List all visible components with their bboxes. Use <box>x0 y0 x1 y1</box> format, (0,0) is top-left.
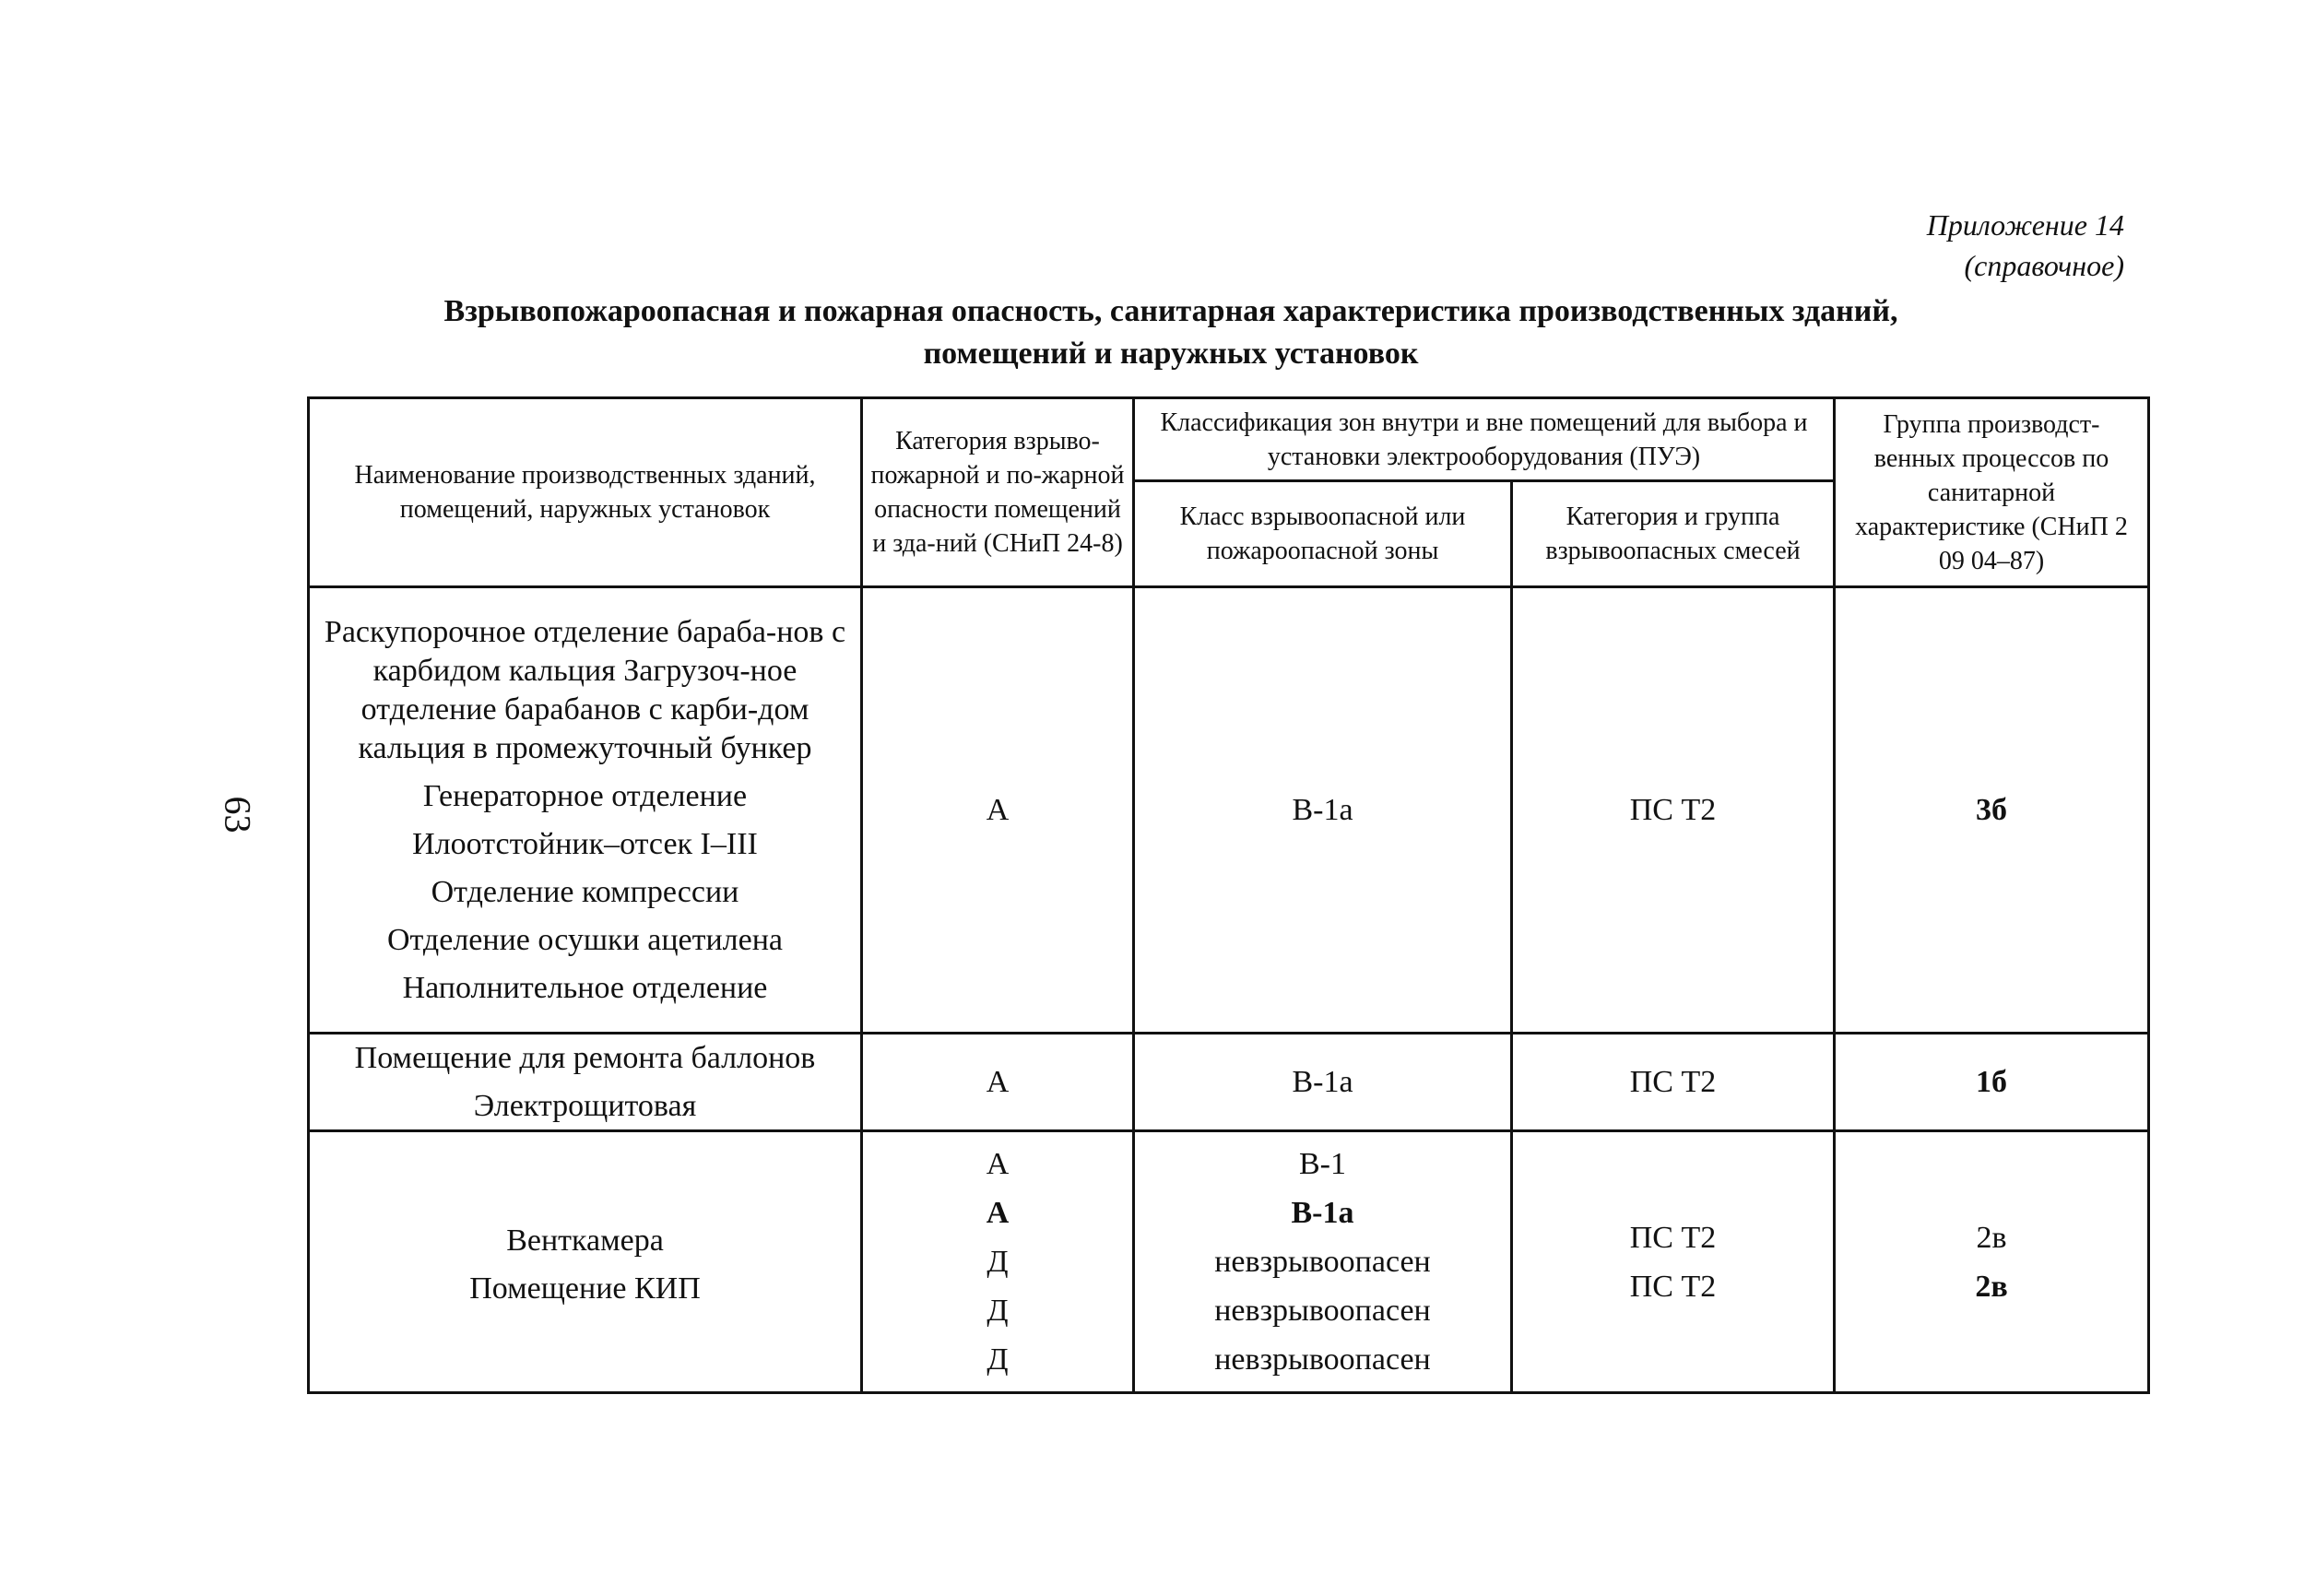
mixture-group-value: ПС Т2 <box>1629 1220 1717 1255</box>
zone-class-cell <box>1134 1131 1512 1393</box>
sanitary-group-cell: 1б <box>1835 1034 2149 1131</box>
list-item: Илоотстойник–отсек I–III <box>412 826 758 861</box>
zone-class-value: В-1а <box>1291 1196 1354 1230</box>
header-name: Наименование производственных зданий, помещений, наружных установок <box>309 398 862 587</box>
sanitary-group-value: 2в <box>1975 1269 2008 1304</box>
list-item: Отделение компрессии <box>431 874 739 909</box>
mixture-group-value: ПС Т2 <box>1629 1269 1717 1304</box>
list-item: Помещение КИП <box>469 1271 701 1306</box>
names-cell <box>309 1131 862 1393</box>
header-sanitary-group: Группа производст-венных процессов по санитарной характеристике (СНиП 2 09 04–87) <box>1835 398 2149 587</box>
sanitary-group-cell: 3б <box>1835 587 2149 1034</box>
mixture-group-cell: ПС Т2 <box>1512 587 1835 1034</box>
zone-class-value: невзрывоопасен <box>1214 1342 1431 1377</box>
category-value: Д <box>987 1342 1009 1377</box>
page-number: 63 <box>217 796 259 833</box>
mixture-group-cell <box>1512 1131 1835 1393</box>
names-cell <box>309 1034 862 1131</box>
table-row <box>309 1131 2149 1393</box>
list-item: Электрощитовая <box>473 1088 697 1123</box>
sanitary-group-value: 2в <box>1976 1220 2007 1255</box>
mixture-group-cell: ПС Т2 <box>1512 1034 1835 1131</box>
table-row <box>309 1034 2149 1131</box>
names-cell <box>309 587 862 1034</box>
appendix-number: Приложение 14 <box>1926 208 2124 242</box>
list-item: Раскупорочное отделение бараба-нов с карбидом кальция Загрузоч-ное отделение барабанов с карби-дом кальция в промежуточный бункер <box>324 614 846 765</box>
document-title <box>304 290 2038 375</box>
appendix-label <box>1927 205 2124 286</box>
title-line-1: Взрывопожароопасная и пожарная опасность, санитарная характеристика производственных зданий, <box>443 294 1898 328</box>
header-mixture-group: Категория и группа взрывоопасных смесей <box>1512 481 1835 587</box>
category-cell: А <box>862 587 1134 1034</box>
header-classification: Классификация зон внутри и вне помещений для выбора и установки электрооборудования (ПУЭ) <box>1134 398 1835 481</box>
classification-table <box>307 396 2150 1394</box>
zone-class-value: В-1 <box>1299 1147 1346 1181</box>
list-item: Отделение осушки ацетилена <box>386 922 784 957</box>
header-zone-class: Класс взрывоопасной или пожароопасной зоны <box>1134 481 1512 587</box>
table-row <box>309 587 2149 1034</box>
category-cell: А <box>862 1034 1134 1131</box>
category-cell <box>862 1131 1134 1393</box>
zone-class-value: невзрывоопасен <box>1214 1245 1431 1279</box>
zone-class-cell: В-1а <box>1134 1034 1512 1131</box>
list-item: Помещение для ремонта баллонов <box>354 1040 816 1075</box>
category-value: Д <box>987 1294 1009 1328</box>
header-category: Категория взрыво-пожарной и по-жарной опасности помещений и зда-ний (СНиП 24-8) <box>862 398 1134 587</box>
list-item: Генераторное отделение <box>422 778 748 813</box>
category-value: Д <box>987 1245 1009 1279</box>
sanitary-group-cell <box>1835 1131 2149 1393</box>
category-value: А <box>986 1196 1010 1230</box>
list-item: Наполнительное отделение <box>402 970 768 1005</box>
zone-class-cell: В-1а <box>1134 587 1512 1034</box>
category-value: А <box>986 1147 1010 1181</box>
appendix-note: (справочное) <box>1964 249 2124 282</box>
zone-class-value: невзрывоопасен <box>1214 1294 1431 1328</box>
title-line-2: помещений и наружных установок <box>923 337 1419 371</box>
list-item: Венткамера <box>506 1223 664 1258</box>
